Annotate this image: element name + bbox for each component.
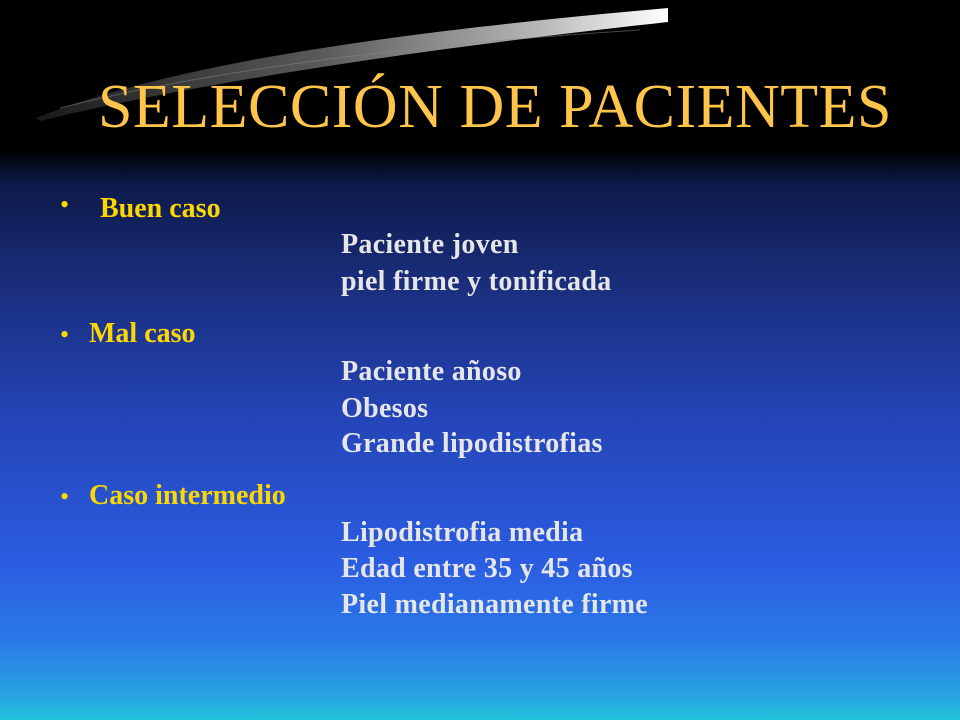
bullet-heading-mal-caso: Mal caso	[89, 318, 196, 349]
detail-line: Edad entre 35 y 45 años	[341, 553, 633, 584]
detail-line: Obesos	[341, 393, 429, 424]
detail-line: Grande lipodistrofias	[341, 428, 603, 459]
bullet-dot: •	[60, 320, 70, 349]
bullet-dot: •	[60, 482, 70, 511]
detail-line: Piel medianamente firme	[341, 589, 649, 620]
detail-line: Paciente añoso	[341, 356, 522, 387]
detail-line: Paciente joven	[341, 229, 519, 260]
bullet-dot: •	[60, 190, 70, 219]
slide-title: SELECCIÓN DE PACIENTES	[97, 73, 893, 141]
detail-line: piel firme y tonificada	[341, 266, 612, 297]
bullet-heading-buen-caso: Buen caso	[100, 193, 221, 224]
bullet-heading-caso-intermedio: Caso intermedio	[89, 480, 286, 511]
detail-line: Lipodistrofia media	[341, 517, 584, 548]
